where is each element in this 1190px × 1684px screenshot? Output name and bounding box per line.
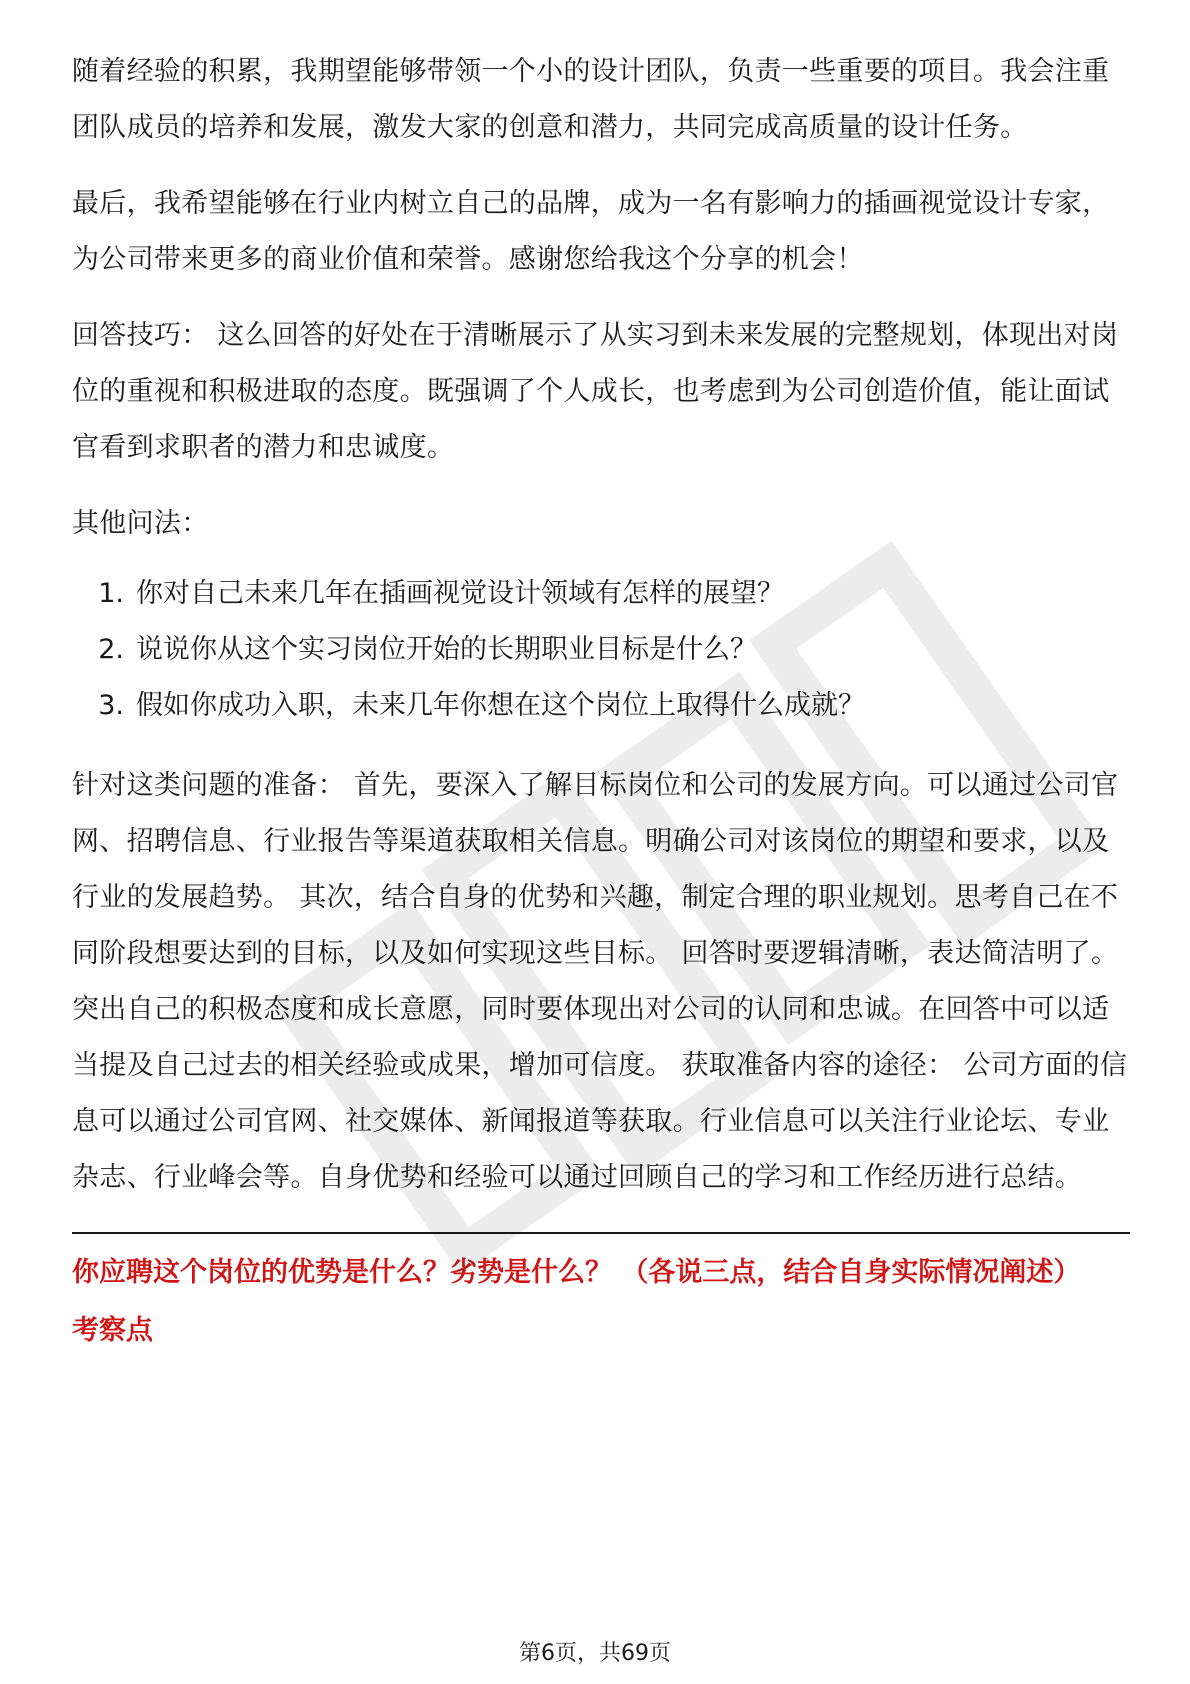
list-item bbox=[72, 678, 1130, 734]
question-title: 你应聘这个岗位的优势是什么？劣势是什么？ （各说三点，结合自身实际情况阐述） bbox=[72, 1257, 1081, 1288]
list-item-text: 假如你成功入职，未来几年你想在这个岗位上取得什么成就？ bbox=[136, 690, 865, 721]
list-item-text: 说说你从这个实习岗位开始的长期职业目标是什么？ bbox=[136, 634, 757, 665]
section-divider bbox=[72, 1232, 1130, 1234]
paragraph-team-goal: 随着经验的积累，我期望能够带领一个小的设计团队，负责一些重要的项目。我会注重团队成员的培养和发展，激发大家的创意和潜力，共同完成高质量的设计任务。 bbox=[72, 56, 1110, 143]
list-item-number: 1. bbox=[98, 578, 124, 609]
document-body bbox=[72, 44, 1130, 1352]
list-item-text: 你对自己未来几年在插画视觉设计领域有怎样的展望？ bbox=[136, 578, 784, 609]
paragraph-brand-goal: 最后，我希望能够在行业内树立自己的品牌，成为一名有影响力的插画视觉设计专家，为公司带来更多的商业价值和荣誉。感谢您给我这个分享的机会！ bbox=[72, 188, 1110, 275]
page-number: 第6页，共69页 bbox=[519, 1641, 671, 1666]
other-questions-list bbox=[72, 566, 1130, 734]
list-item bbox=[72, 622, 1130, 678]
other-questions-heading: 其他问法： bbox=[72, 508, 209, 539]
paragraph-answer-tips: 回答技巧： 这么回答的好处在于清晰展示了从实习到未来发展的完整规划，体现出对岗位的重视和积极进取的态度。既强调了个人成长，也考虑到为公司创造价值，能让面试官看到求职者的潜力和忠诚度。 bbox=[72, 320, 1119, 463]
question-subtitle: 考察点 bbox=[72, 1315, 153, 1346]
list-item-number: 3. bbox=[98, 690, 124, 721]
list-item-number: 2. bbox=[98, 634, 124, 665]
list-item bbox=[72, 566, 1130, 622]
paragraph-preparation: 针对这类问题的准备： 首先，要深入了解目标岗位和公司的发展方向。可以通过公司官网、招聘信息、行业报告等渠道获取相关信息。明确公司对该岗位的期望和要求，以及行业的发展趋势。 其次，结合自身的优势和兴趣，制定合理的职业规划。思考自己在不同阶段想要达到的目标，以及如何实现这些目标。 回答时要逻辑清晰，表达简洁明了。突出自己的积极态度和成长意愿，同时要体现出对公司的认同和忠诚。在回答中可以适当提及自己过去的相关经验或成果，增加可信度。 获取准备内容的途径： 公司方面的信息可以通过公司官网、社交媒体、新闻报道等获取。行业信息可以关注行业论坛、专业杂志、行业峰会等。自身优势和经验可以通过回顾自己的学习和工作经历进行总结。 bbox=[72, 770, 1128, 1193]
